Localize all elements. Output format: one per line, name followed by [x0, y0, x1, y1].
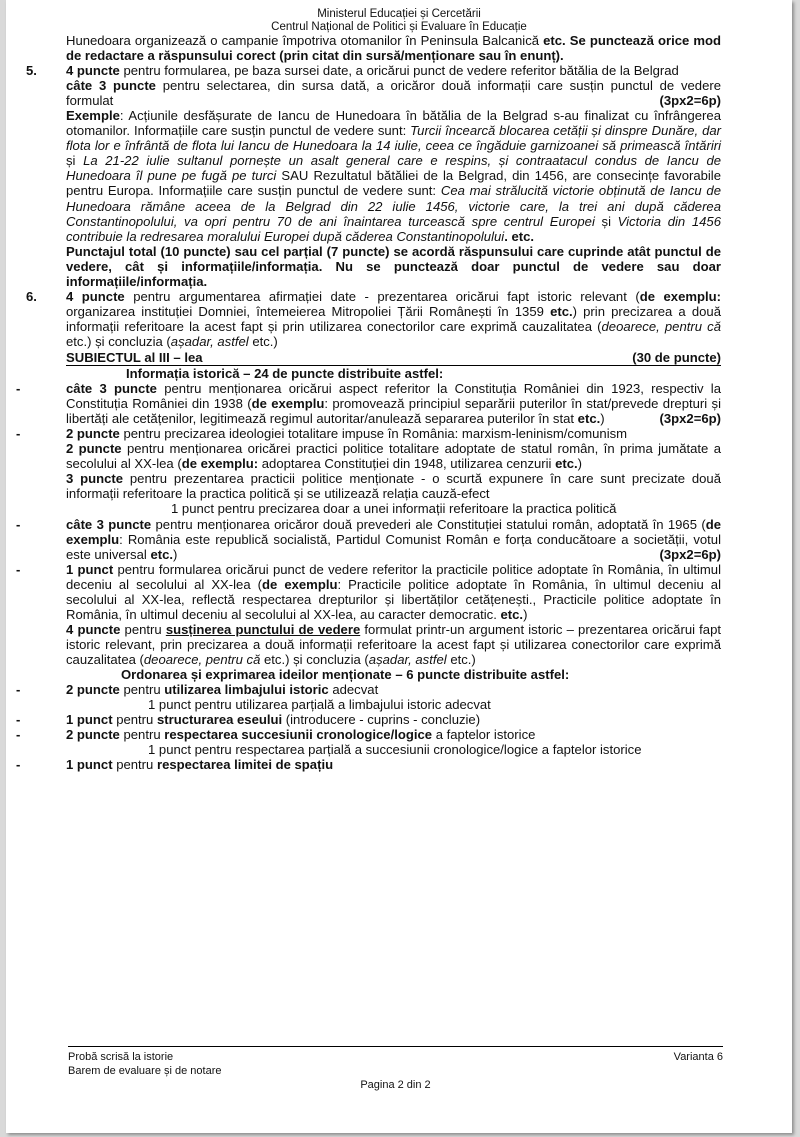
section-header-order: Ordonarea și exprimarea ideilor menționate – 6 puncte distribuite astfel:	[121, 666, 570, 682]
bullet-segment: pentru menționarea oricăror două prevederi ale Constituției statului român, adoptată în 1965 (	[151, 516, 706, 532]
item6-text	[66, 289, 721, 349]
quote-text: Cea mai strălucită victorie obținută de Iancu de Hunedoara rămâne aceea de la Belgrad din 22 iulie 1456, victorie care, la trei ani după căderea Constantinopolului, va opri pentru 70 de ani înaintarea turcească spre centrul Europei	[66, 183, 721, 229]
subject-points: (30 de puncte)	[632, 349, 721, 365]
bullet-3	[16, 516, 722, 562]
bullet-text	[66, 441, 721, 471]
bullet-segment: pentru menționarea oricărui aspect referitor la Constituția României din 1923, respectiv la Constituția României din 1938 (	[66, 381, 721, 412]
criterion-label: respectarea succesiunii cronologice/logice	[164, 727, 433, 743]
points-label: 1 punct	[66, 561, 114, 577]
item5-line-a	[66, 63, 721, 78]
criterion-label: structurarea eseului	[156, 712, 283, 728]
bullet-segment: adoptarea Constituției din 1948, utilizarea cenzurii	[258, 456, 556, 472]
page-number: Pagina 2 din 2	[360, 1079, 431, 1091]
footer-document-type: Barem de evaluare și de notare	[68, 1065, 222, 1077]
bullet-segment: etc.) și concluzia (	[260, 651, 369, 667]
footer-variant: Varianta 6	[673, 1051, 723, 1063]
bullet-segment: pentru precizarea ideologiei totalitare impuse în România: marxism-leninism/comunism	[119, 426, 628, 442]
document-page	[6, 0, 792, 1133]
score-formula: (3px2=6p)	[659, 411, 721, 427]
bullet-segment: etc.)	[446, 651, 476, 667]
bullet-1	[16, 381, 722, 427]
bullet-segment: : România este republică socialistă, Partidul Comunist Român e forța conducătoare a societății, votul este universal	[66, 531, 721, 562]
partial-points-note: 1 punct pentru utilizarea parțială a limbajului istoric adecvat	[148, 697, 491, 713]
examples-text: : Acțiunile desfășurate de Iancu de Hunedoara în bătălia de la Belgrad s-au finalizat cu înfrângerea otomanilor. Informațiile care susțin punctul de vedere sunt:	[66, 108, 721, 139]
item5-line-b	[66, 78, 721, 108]
page-header	[6, 8, 792, 34]
item-5	[26, 63, 722, 289]
bullet-segment: (introducere - cuprins - concluzie)	[282, 712, 481, 728]
examples-text: și	[66, 153, 84, 169]
etc-label: etc.	[577, 411, 601, 427]
partial-points-note: 1 punct pentru respectarea parțială a succesiunii cronologice/logice a faptelor istorice	[148, 742, 642, 758]
subject-heading	[66, 350, 721, 366]
score-formula: (3px2=6p)	[659, 93, 721, 109]
bullet-dash: -	[16, 682, 21, 698]
bullet-text	[66, 727, 721, 742]
example-label: de exemplu	[66, 516, 722, 547]
bullet-dash: -	[16, 426, 21, 442]
bullet-segment: formulat printr-un argument istoric – prezentarea oricărui fapt istoric relevant, prin precizarea a două informații referitoare la acest fapt și utilizarea conectorilor care exprimă cauzalitatea (	[66, 621, 722, 667]
criterion-label: respectarea limitei de spațiu	[156, 757, 334, 773]
points-label: 2 puncte	[66, 682, 120, 698]
footer-exam-name: Probă scrisă la istorie	[68, 1051, 174, 1063]
examples-label: Exemple	[66, 108, 120, 124]
quote-text: Victoria din 1456 contribuie la redresarea moralului Europei după căderea Constantinopolului	[66, 213, 721, 244]
bullet-text	[66, 471, 721, 501]
points-label: câte 3 puncte	[66, 381, 157, 397]
connector-example: așadar, astfel	[368, 651, 447, 667]
underlined-term: susținerea punctului de vedere	[165, 621, 361, 637]
item-6	[26, 288, 721, 349]
etc-label: etc.	[555, 456, 578, 472]
points-label: câte 3 puncte	[66, 516, 152, 532]
criterion-label: utilizarea limbajului istoric	[164, 682, 329, 698]
item6-segment: pentru argumentarea afirmației date - prezentarea oricărui fapt istoric relevant (	[124, 288, 640, 304]
bullet-text	[66, 517, 721, 562]
points-label: câte 3 puncte	[66, 78, 156, 94]
bullet-segment: )	[523, 606, 528, 622]
points-label: 3 puncte	[66, 471, 124, 487]
bullet-text	[66, 562, 721, 622]
bullet-text	[66, 381, 721, 426]
bullet-dash: -	[16, 727, 21, 743]
bullet-segment: : promovează principiul separării puterilor în stat/prevede drepturi și libertăți ale cetățenilor, legitimează regimul autoritar/anulează separarea puterilor în stat	[66, 396, 722, 427]
quote-text: Turcii încearcă blocarea cetății și dinspre Dunăre, dar flota lor e înfrântă de flota lui Iancu de Hunedoara la 14 iulie, ceea ce îngăduie garnizoanei să primească întăriri	[66, 123, 721, 154]
bullet-2	[16, 426, 721, 517]
order-item-2	[16, 712, 721, 728]
bullet-dash: -	[16, 757, 21, 773]
bullet-segment: pentru	[119, 727, 165, 743]
item5-scoring-note: Punctajul total (10 puncte) sau cel parțial (7 puncte) se acordă răspunsului care cuprinde atât punctul de vedere, cât și informațiile/informația. Nu se punctează doar punctul de vedere sau doar informațiile/informația.	[66, 243, 721, 289]
points-label: 2 puncte	[66, 426, 120, 442]
section-header-info: Informația istorică – 24 de puncte distribuite astfel:	[126, 366, 444, 382]
connector-example: deoarece, pentru că	[143, 651, 261, 667]
order-item-4	[16, 757, 721, 773]
bullet-dash: -	[16, 381, 21, 397]
continuation-bold: etc. Se punctează orice mod de redactare a răspunsului corect (prin citat din sursă/menționare sau în enunț).	[66, 33, 721, 64]
header-ministry: Ministerul Educației și Cercetării	[317, 8, 481, 20]
bullet-segment: )	[600, 411, 605, 427]
points-label: 4 puncte	[66, 63, 120, 79]
example-label: de exemplu	[262, 576, 338, 592]
order-item-1	[16, 682, 721, 713]
subject-title: SUBIECTUL al III – lea	[66, 349, 203, 365]
points-label: 1 punct	[66, 712, 113, 728]
item5-examples	[66, 108, 721, 243]
item6-segment: etc.)	[248, 333, 278, 349]
points-label: 4 puncte	[66, 288, 125, 304]
score-formula: (3px2=6p)	[659, 546, 721, 562]
example-label: de exemplu:	[639, 288, 721, 304]
item6-segment: ) prin precizarea a două informații referitoare la acest fapt și prin utilizarea conectorilor care exprimă cauzalitatea (	[66, 303, 721, 334]
bullet-segment: pentru formularea oricărui punct de vedere referitor la practicile politice adoptate în România, în ultimul deceniu al secolului al XX-lea (	[66, 561, 721, 592]
connector-example: deoarece, pentru că	[601, 318, 721, 334]
bullet-segment: pentru	[112, 712, 157, 728]
example-label: de exemplu	[251, 396, 325, 412]
bullet-segment: pentru	[120, 621, 166, 637]
connector-example: așadar, astfel	[170, 333, 249, 349]
quote-text: La 21-22 iulie sultanul pornește un asalt general care e respins, și contraatacul condus de Iancu de Hunedoara îl pune pe fugă pe turci	[66, 153, 722, 184]
page-content	[16, 33, 722, 773]
example-label: de exemplu:	[181, 456, 259, 472]
bullet-segment: a faptelor istorice	[432, 727, 536, 743]
order-item-3	[16, 727, 721, 758]
points-label: 2 puncte	[66, 441, 122, 457]
examples-text: SAU Rezultatul bătăliei de la Belgrad, din 1456, are consecințe favorabile pentru Europa. Informațiile care susțin punctul de vedere sunt:	[66, 168, 721, 199]
item-number: 6.	[26, 288, 37, 304]
item5-text-a: pentru formularea, pe baza sursei date, a oricărui punct de vedere referitor bătălia de la Belgrad	[119, 63, 679, 79]
points-label: 2 puncte	[66, 727, 120, 743]
bullet-dash: -	[16, 516, 21, 532]
bullet-segment: )	[173, 546, 178, 562]
continuation-paragraph	[66, 33, 721, 63]
item-number: 5.	[26, 63, 37, 79]
etc-label: etc.	[500, 606, 524, 622]
bullet-segment: pentru	[119, 682, 165, 698]
page-footer	[68, 1050, 723, 1091]
etc-label: etc.	[150, 546, 173, 562]
etc-label: etc.	[550, 303, 573, 319]
bullet-text	[66, 426, 721, 441]
examples-etc: . etc.	[504, 228, 535, 244]
bullet-segment: )	[577, 456, 583, 472]
bullet-text	[66, 757, 721, 772]
bullet-dash: -	[16, 561, 21, 577]
bullet-text	[66, 712, 721, 727]
bullet-segment: : Practicile politice adoptate în România, în ultimul deceniu al secolului al XX-lea, reflectă respectarea drepturilor și libertăților cetățenești., Practicile politice adoptate în România, în ultimul deceniu al secolului al XX-lea, au caracter democratic.	[66, 576, 721, 622]
bullet-4	[16, 561, 722, 667]
item6-segment: organizarea instituției Domniei, întemeierea Mitropoliei Țării Românești în 1359	[66, 303, 551, 319]
examples-text: și	[594, 213, 618, 229]
points-label: 1 punct	[66, 757, 113, 773]
item5-text-b: pentru selectarea, din sursa dată, a oricăror două informații care susțin punctul de vedere formulat	[66, 78, 721, 109]
bullet-dash: -	[16, 712, 21, 728]
footer-divider	[68, 1046, 723, 1047]
bullet-text	[66, 682, 721, 697]
header-center: Centrul Național de Politici și Evaluare în Educație	[271, 21, 527, 33]
points-label: 4 puncte	[66, 621, 121, 637]
bullet-segment: adecvat	[328, 682, 379, 698]
continuation-text: Hunedoara organizează o campanie împotriva otomanilor în Peninsula Balcanică	[66, 33, 544, 48]
bullet-segment: pentru prezentarea practicii politice menționate - o scurtă expunere în care sunt precizate două informații referitoare la practica politică și se utilizează relația cauză-efect	[66, 471, 721, 502]
partial-points-note: 1 punct pentru precizarea doar a unei informații referitoare la practica politică	[171, 501, 617, 517]
bullet-text	[66, 622, 721, 667]
item6-segment: etc.) și concluzia (	[66, 333, 171, 349]
bullet-segment: pentru menționarea oricărei practici politice totalitare adoptate de statul român, în prima jumătate a secolului al XX-lea (	[66, 441, 721, 472]
bullet-segment: pentru	[112, 757, 157, 773]
